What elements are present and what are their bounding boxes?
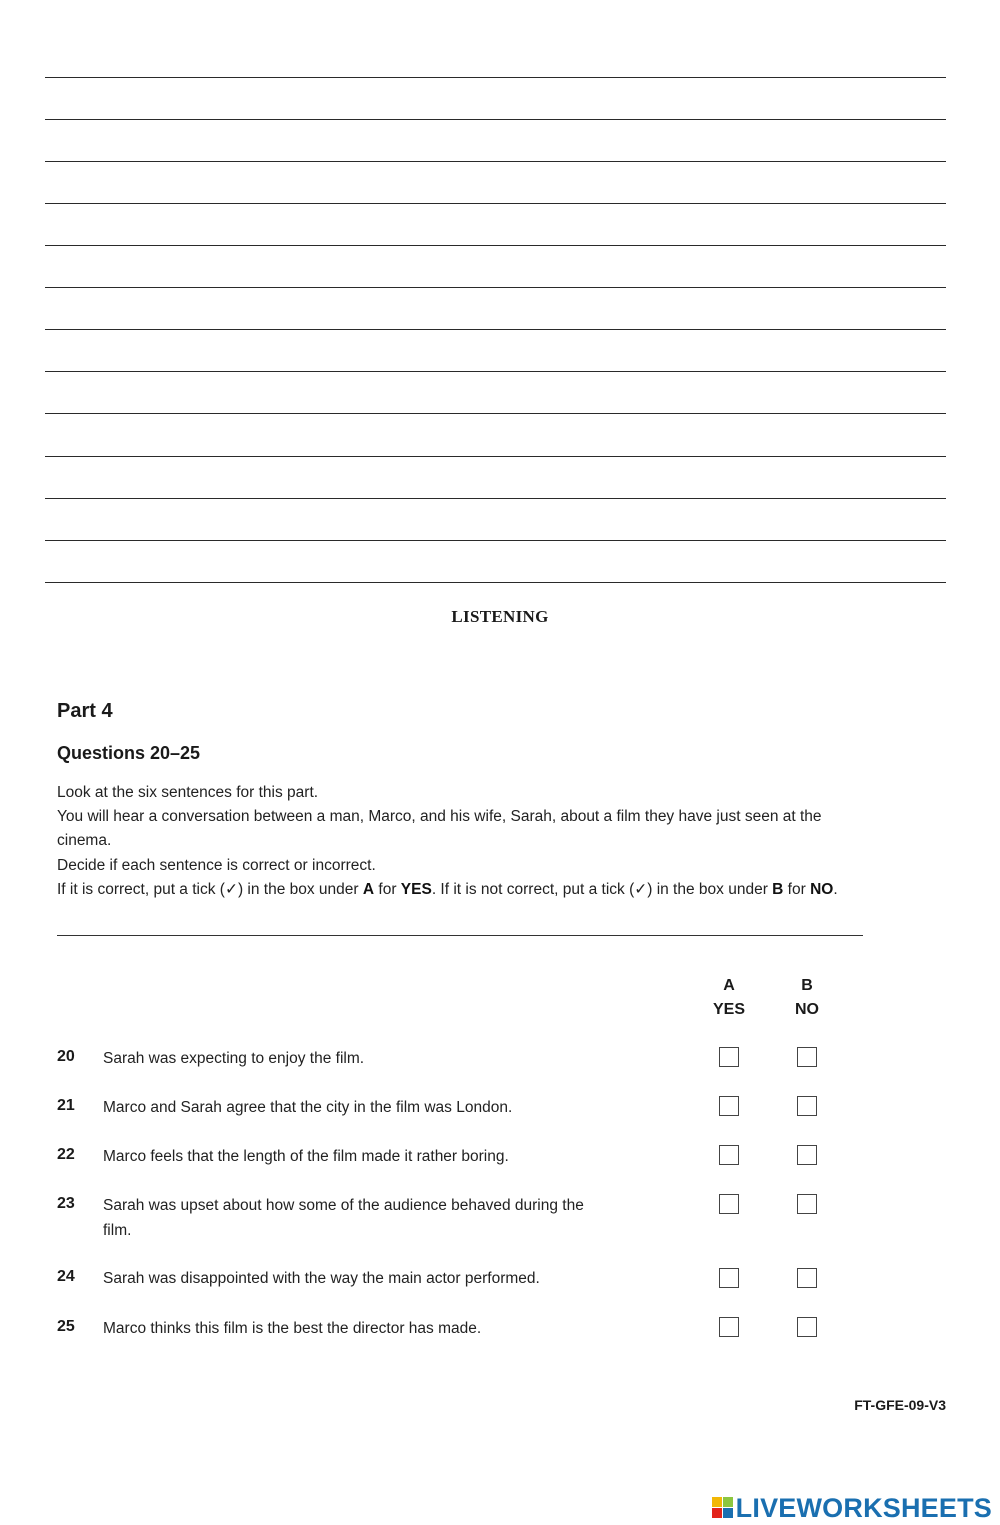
column-header-a xyxy=(689,974,769,1022)
question-text: Marco and Sarah agree that the city in the film was London. xyxy=(103,1099,513,1116)
section-title: LISTENING xyxy=(451,607,549,626)
column-label: NO xyxy=(795,1001,819,1018)
question-text: Sarah was expecting to enjoy the film. xyxy=(103,1050,365,1067)
column-letter: A xyxy=(723,977,735,994)
instruction-line: Look at the six sentences for this part. xyxy=(57,784,319,801)
brand-name: LIVEWORKSHEETS xyxy=(735,1492,992,1523)
column-header-b xyxy=(767,974,847,1022)
writing-line xyxy=(45,245,946,246)
mark-square xyxy=(723,1497,733,1507)
instructions xyxy=(57,781,877,902)
document-code: FT-GFE-09-V3 xyxy=(854,1397,946,1413)
column-letter: B xyxy=(801,977,813,994)
writing-line xyxy=(45,413,946,414)
liveworksheets-logo[interactable] xyxy=(712,1493,992,1523)
answer-box-no[interactable] xyxy=(797,1096,817,1116)
answer-box-yes[interactable] xyxy=(719,1194,739,1214)
instructions-divider xyxy=(57,935,863,936)
writing-line xyxy=(45,203,946,204)
instruction-line: If it is correct, put a tick (✓) in the box under A for YES. If it is not correct, put a tick (✓) in the box under B for NO. xyxy=(57,880,838,898)
question-text: Marco thinks this film is the best the director has made. xyxy=(103,1320,482,1337)
answer-box-yes[interactable] xyxy=(719,1317,739,1337)
writing-line xyxy=(45,161,946,162)
question-number: 21 xyxy=(57,1097,75,1114)
answer-box-no[interactable] xyxy=(797,1047,817,1067)
answer-box-yes[interactable] xyxy=(719,1047,739,1067)
question-number: 22 xyxy=(57,1146,75,1163)
question-text: Sarah was upset about how some of the audience behaved during the film. xyxy=(103,1197,584,1239)
writing-line xyxy=(45,540,946,541)
answer-box-yes[interactable] xyxy=(719,1268,739,1288)
instruction-line: You will hear a conversation between a man, Marco, and his wife, Sarah, about a film they have just seen at the cinema. xyxy=(57,808,822,850)
liveworksheets-mark-icon xyxy=(712,1497,734,1519)
writing-line xyxy=(45,582,946,583)
question-number: 23 xyxy=(57,1195,75,1212)
writing-line xyxy=(45,119,946,120)
answer-box-yes[interactable] xyxy=(719,1145,739,1165)
mark-square xyxy=(712,1497,722,1507)
question-range: Questions 20–25 xyxy=(57,743,201,763)
column-label: YES xyxy=(712,1001,745,1018)
question-number: 20 xyxy=(57,1048,75,1065)
part-title: Part 4 xyxy=(57,700,113,722)
question-number: 24 xyxy=(57,1268,75,1285)
answer-box-no[interactable] xyxy=(797,1268,817,1288)
writing-line xyxy=(45,287,946,288)
mark-square xyxy=(723,1508,733,1518)
instruction-line: Decide if each sentence is correct or incorrect. xyxy=(57,856,376,874)
question-text: Sarah was disappointed with the way the main actor performed. xyxy=(103,1270,540,1287)
answer-box-yes[interactable] xyxy=(719,1096,739,1116)
writing-line xyxy=(45,371,946,372)
mark-square xyxy=(712,1508,722,1518)
writing-line xyxy=(45,77,946,78)
writing-line xyxy=(45,329,946,330)
writing-line xyxy=(45,456,946,457)
answer-box-no[interactable] xyxy=(797,1145,817,1165)
answer-box-no[interactable] xyxy=(797,1317,817,1337)
writing-line xyxy=(45,498,946,499)
question-text: Marco feels that the length of the film made it rather boring. xyxy=(103,1148,509,1165)
question-number: 25 xyxy=(57,1318,75,1335)
answer-box-no[interactable] xyxy=(797,1194,817,1214)
